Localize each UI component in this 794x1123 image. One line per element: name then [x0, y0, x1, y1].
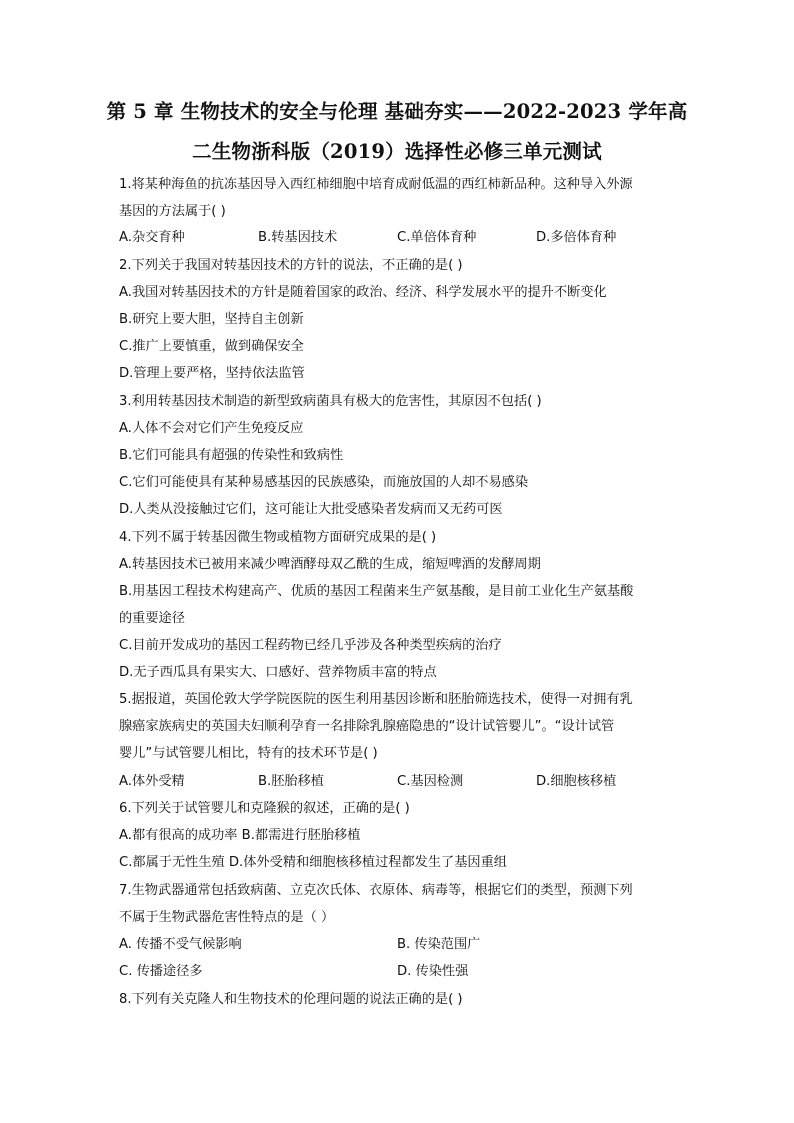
- question-1-stem-line-2: 基因的方法属于( ): [119, 204, 226, 219]
- question-5-option-b: B.胚胎移植: [258, 774, 324, 789]
- question-5-option-d: D.细胞核移植: [536, 774, 617, 789]
- question-4-option-b-line-2: 的重要途径: [119, 611, 185, 626]
- question-5-stem-line-1: 5.据报道，英国伦敦大学学院医院的医生利用基因诊断和胚胎筛选技术，使得一对拥有乳: [119, 692, 633, 707]
- question-7-option-c: C. 传播途径多: [119, 964, 203, 979]
- question-1-option-c: C.单倍体育种: [397, 230, 477, 245]
- question-5-stem-line-2: 腺癌家族病史的英国夫妇顺利孕育一名排除乳腺癌隐患的“设计试管婴儿”。“设计试管: [119, 719, 615, 734]
- page-title-line-1: 第 5 章 生物技术的安全与伦理 基础夯实——2022-2023 学年高: [106, 100, 688, 123]
- question-2-option-b: B.研究上要大胆，坚持自主创新: [119, 312, 304, 327]
- question-4-option-c: C.目前开发成功的基因工程药物已经几乎涉及各种类型疾病的治疗: [119, 638, 502, 653]
- question-4-stem: 4.下列不属于转基因微生物或植物方面研究成果的是( ): [119, 530, 437, 545]
- question-7-option-b: B. 传染范围广: [397, 937, 481, 952]
- question-4-option-d: D.无子西瓜具有果实大、口感好、营养物质丰富的特点: [119, 665, 437, 680]
- question-6-stem: 6.下列关于试管婴儿和克隆猴的叙述，正确的是( ): [119, 801, 410, 816]
- question-7-stem-line-2: 不属于生物武器危害性特点的是（ ）: [119, 910, 335, 925]
- question-1-option-b: B.转基因技术: [258, 230, 338, 245]
- question-7-stem-line-1: 7.生物武器通常包括致病菌、立克次氏体、衣原体、病毒等，根据它们的类型，预测下列: [119, 883, 633, 898]
- question-5-option-c: C.基因检测: [397, 774, 464, 789]
- question-3-option-c: C.它们可能使具有某种易感基因的民族感染，而施放国的人却不易感染: [119, 475, 529, 490]
- question-7-option-d: D. 传染性强: [397, 964, 469, 979]
- question-6-options-c-d: C.都属于无性生殖 D.体外受精和细胞核移植过程都发生了基因重组: [119, 855, 507, 870]
- question-5-option-a: A.体外受精: [119, 774, 185, 789]
- question-6-options-a-b: A.都有很高的成功率 B.都需进行胚胎移植: [119, 828, 361, 843]
- question-1-stem-line-1: 1.将某种海鱼的抗冻基因导入西红柿细胞中培育成耐低温的西红柿新品种。这种导入外源: [119, 177, 633, 192]
- question-3-option-d: D.人类从没接触过它们，这可能让大批受感染者发病而又无药可医: [119, 502, 503, 517]
- question-4-option-b-line-1: B.用基因工程技术构建高产、优质的基因工程菌来生产氨基酸，是目前工业化生产氨基酸: [119, 584, 634, 599]
- page-title-line-2: 二生物浙科版（2019）选择性必修三单元测试: [192, 140, 602, 163]
- question-4-option-a: A.转基因技术已被用来减少啤酒酵母双乙酰的生成，缩短啤酒的发酵周期: [119, 557, 541, 572]
- question-2-stem: 2.下列关于我国对转基因技术的方针的说法，不正确的是( ): [119, 258, 463, 273]
- question-5-stem-line-3: 婴儿”与试管婴儿相比，特有的技术环节是( ): [119, 746, 378, 761]
- question-3-option-b: B.它们可能具有超强的传染性和致病性: [119, 448, 344, 463]
- question-2-option-a: A.我国对转基因技术的方针是随着国家的政治、经济、科学发展水平的提升不断变化: [119, 285, 607, 300]
- question-1-option-d: D.多倍体育种: [536, 230, 617, 245]
- question-8-stem: 8.下列有关克隆人和生物技术的伦理问题的说法正确的是( ): [119, 992, 463, 1007]
- question-3-option-a: A.人体不会对它们产生免疫反应: [119, 421, 304, 436]
- question-3-stem: 3.利用转基因技术制造的新型致病菌具有极大的危害性，其原因不包括( ): [119, 394, 542, 409]
- question-2-option-c: C.推广上要慎重，做到确保安全: [119, 339, 304, 354]
- question-2-option-d: D.管理上要严格，坚持依法监管: [119, 366, 305, 381]
- question-1-option-a: A.杂交育种: [119, 230, 185, 245]
- question-7-option-a: A. 传播不受气候影响: [119, 937, 242, 952]
